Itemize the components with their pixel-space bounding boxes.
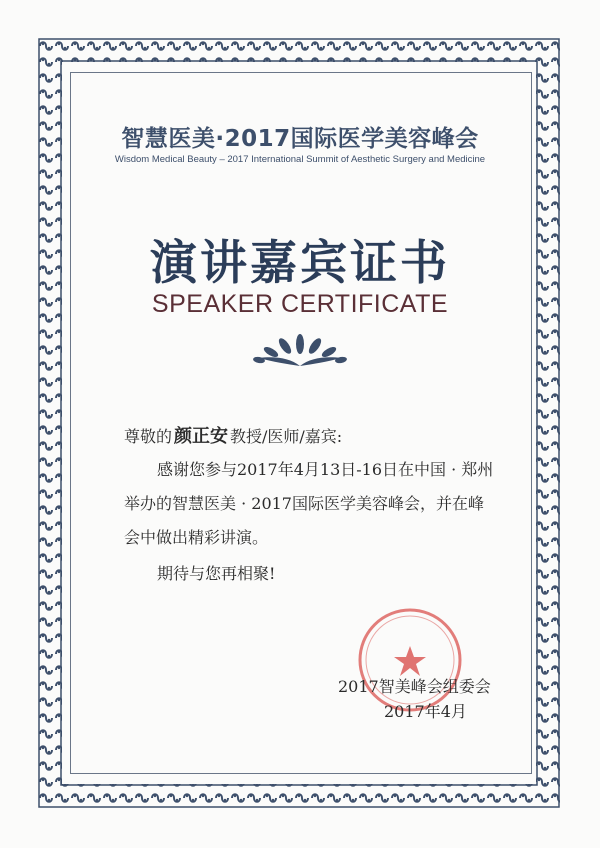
body-line-2: 举办的智慧医美 · 2017国际医学美容峰会，并在峰 [124, 494, 484, 513]
certificate-title-en: SPEAKER CERTIFICATE [151, 290, 449, 318]
salutation-prefix: 尊敬的 [124, 427, 173, 446]
certificate-title-cn: 演讲嘉宾证书 [150, 236, 450, 291]
body-line-4: 期待与您再相聚! [157, 564, 276, 583]
signature-date: 2017年4月 [384, 702, 467, 721]
salutation-suffix: 教授/医师/嘉宾: [230, 427, 343, 446]
recipient-name: 颜正安 [174, 426, 229, 447]
leaf-ornament-icon [245, 326, 355, 370]
organizer-signature: 2017智美峰会组委会 [338, 677, 491, 696]
official-seal [356, 606, 464, 714]
salutation [124, 425, 342, 449]
body-line-3: 会中做出精彩讲演。 [124, 528, 269, 547]
summit-title-cn: 智慧医美·2017国际医学美容峰会 [121, 126, 479, 152]
body-line-1: 感谢您参与2017年4月13日-16日在中国 · 郑州 [157, 460, 494, 479]
summit-title-en: Wisdom Medical Beauty – 2017 International Summit of Aesthetic Surgery and Medicine [114, 154, 486, 165]
